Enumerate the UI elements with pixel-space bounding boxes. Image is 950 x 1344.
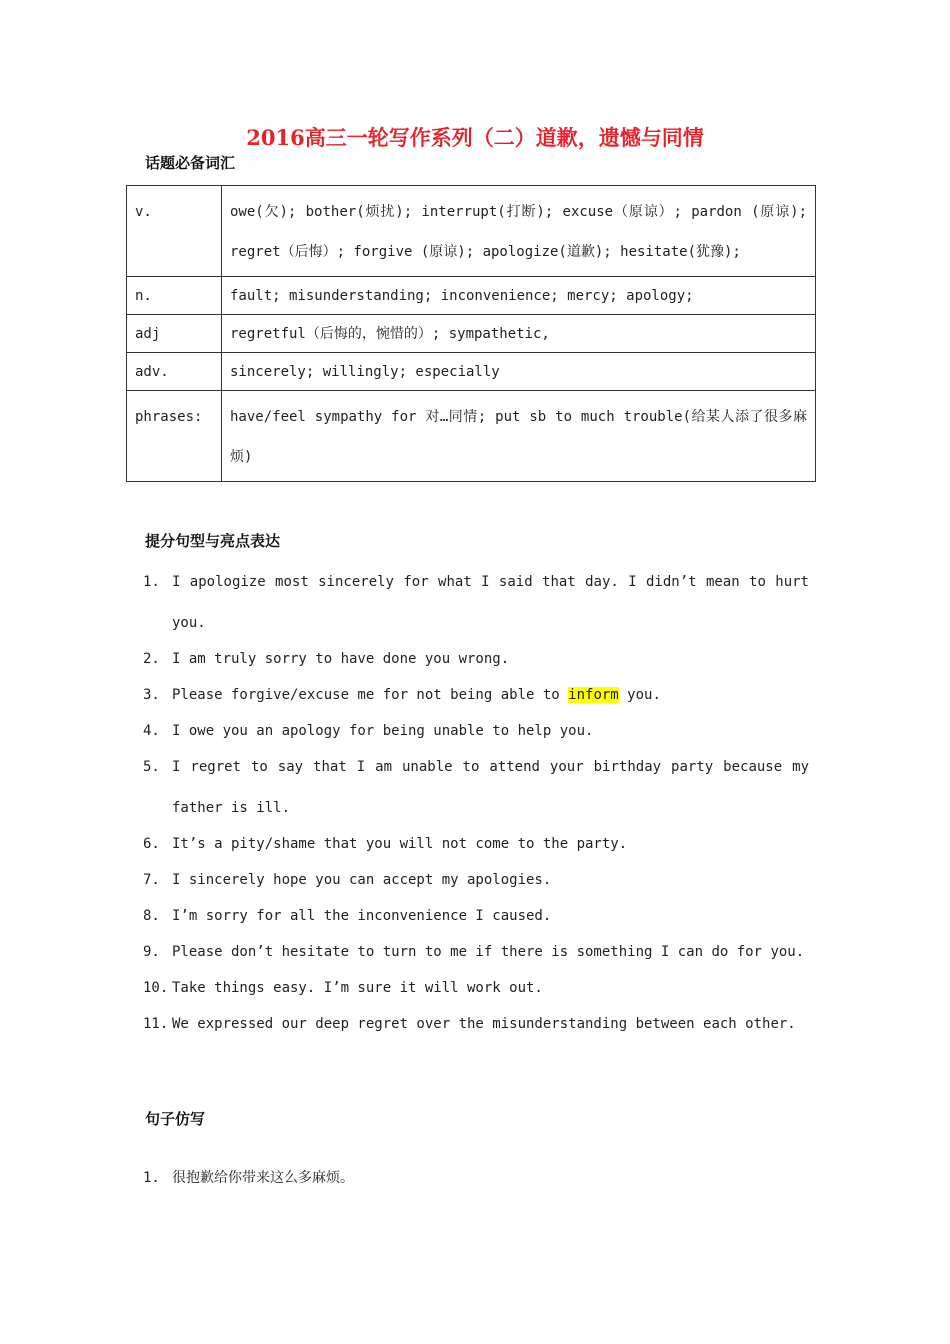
sentence-text: We expressed our deep regret over the misunderstanding between each other. (172, 1016, 796, 1032)
pos-cell: v. (127, 186, 222, 277)
practice-heading: 句子仿写 (145, 1110, 206, 1128)
words-cell: owe(欠); bother(烦扰); interrupt(打断); excuse（原谅）; pardon (原谅); regret（后悔）; forgive (原谅); apologize(道歉); hesitate(犹豫); (222, 186, 816, 277)
item-number: 1. (143, 1170, 160, 1186)
list-item (143, 639, 809, 680)
item-number: 4. (143, 723, 160, 739)
sentence-text: It’s a pity/shame that you will not come to the party. (172, 836, 628, 852)
words-cell: regretful（后悔的，惋惜的）; sympathetic, (222, 315, 816, 353)
practice-item (143, 1166, 354, 1190)
item-number: 6. (143, 836, 160, 852)
vocab-table (126, 185, 816, 482)
item-number: 9. (143, 944, 160, 960)
item-number: 11. (143, 1016, 169, 1032)
pos-cell: adv. (127, 353, 222, 391)
list-item (143, 932, 809, 973)
item-number: 5. (143, 759, 160, 775)
item-number: 1. (143, 574, 160, 590)
sentence-text: you. (618, 687, 661, 703)
list-item (143, 824, 809, 865)
item-number: 2. (143, 651, 160, 667)
sentence-text: I am truly sorry to have done you wrong. (172, 651, 510, 667)
sentence-text: I owe you an apology for being unable to help you. (172, 723, 594, 739)
list-item (143, 860, 809, 901)
vocab-heading: 话题必备词汇 (145, 154, 236, 172)
item-number: 7. (143, 872, 160, 888)
item-number: 10. (143, 980, 169, 996)
list-item (143, 747, 809, 829)
item-number: 3. (143, 687, 160, 703)
words-cell: sincerely; willingly; especially (222, 353, 816, 391)
table-row (127, 315, 816, 353)
sentence-text: Please don’t hesitate to turn to me if there is something I can do for you. (172, 944, 805, 960)
list-item (143, 896, 809, 937)
sentence-text: Take things easy. I’m sure it will work out. (172, 980, 543, 996)
item-number: 8. (143, 908, 160, 924)
sentences-heading: 提分句型与亮点表达 (145, 532, 281, 550)
pos-cell: adj (127, 315, 222, 353)
pos-cell: phrases: (127, 391, 222, 482)
words-cell: have/feel sympathy for 对…同情; put sb to much trouble(给某人添了很多麻烦) (222, 391, 816, 482)
sentence-text: Please forgive/excuse me for not being able to (172, 687, 569, 703)
sentence-text: I’m sorry for all the inconvenience I caused. (172, 908, 552, 924)
page-title: 2016高三一轮写作系列（二）道歉，遗憾与同情 (246, 125, 704, 150)
list-item (143, 711, 809, 752)
practice-text: 很抱歉给你带来这么多麻烦。 (172, 1170, 354, 1186)
sentence-text: I sincerely hope you can accept my apologies. (172, 872, 552, 888)
sentence-text: I apologize most sincerely for what I said that day. I didn’t mean to hurt you. (172, 574, 809, 631)
table-row (127, 391, 816, 482)
list-item (143, 562, 809, 644)
words-cell: fault; misunderstanding; inconvenience; mercy; apology; (222, 277, 816, 315)
list-item (143, 1004, 809, 1045)
table-row (127, 277, 816, 315)
sentence-text: I regret to say that I am unable to attend your birthday party because my father is ill. (172, 759, 809, 816)
sentence-list (143, 562, 809, 1040)
list-item (143, 675, 809, 716)
highlighted-word: inform (568, 687, 619, 703)
table-row (127, 353, 816, 391)
pos-cell: n. (127, 277, 222, 315)
table-row (127, 186, 816, 277)
list-item (143, 968, 809, 1009)
